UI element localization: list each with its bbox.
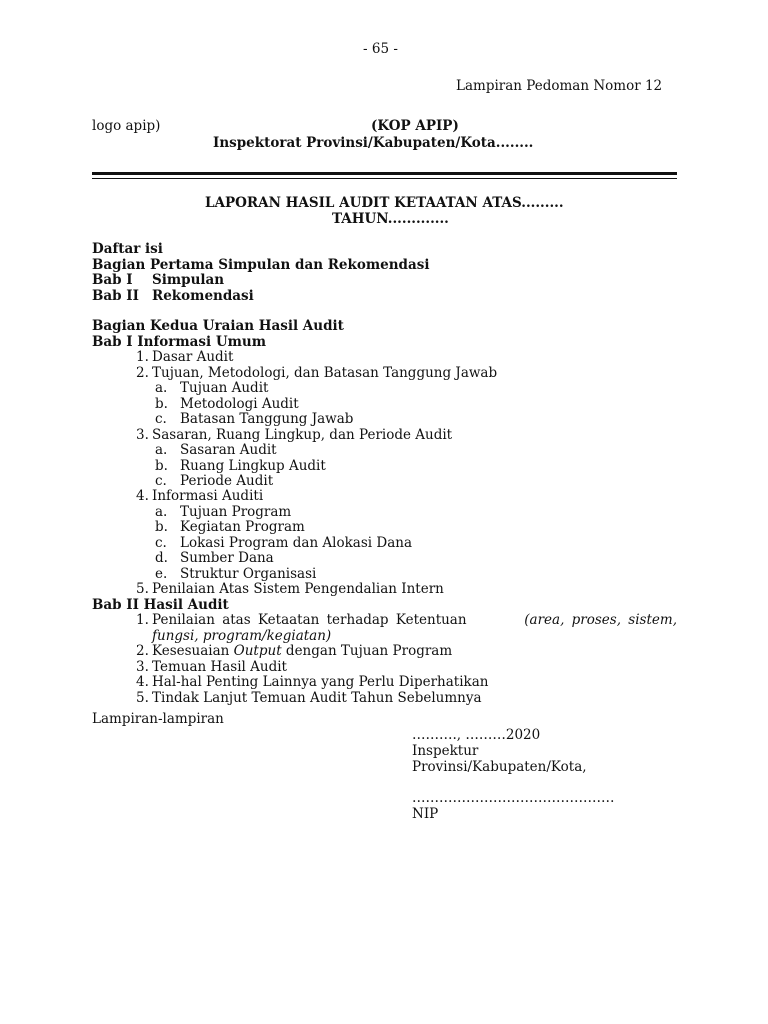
item-text: Periode Audit <box>180 473 274 489</box>
item-letter: c. <box>155 411 167 427</box>
item-text: Penilaian atas Ketaatan terhadap Ketentuan <box>152 612 467 628</box>
item-number: 1. <box>136 612 149 628</box>
part2-title: Bagian Kedua Uraian Hasil Audit <box>92 318 344 334</box>
item-letter: b. <box>155 458 168 474</box>
toc-heading: Daftar isi <box>92 241 163 257</box>
item-italic-text: Output <box>233 643 282 659</box>
item-text: Struktur Organisasi <box>180 566 317 582</box>
item-italic-text: (area, proses, sistem, <box>524 612 677 628</box>
item-text: Metodologi Audit <box>180 396 299 412</box>
item-letter: b. <box>155 396 168 412</box>
item-letter: a. <box>155 442 168 458</box>
item-number: 4. <box>136 488 149 504</box>
item-text: Ruang Lingkup Audit <box>180 458 326 474</box>
item-italic-continuation: fungsi, program/kegiatan) <box>152 628 332 644</box>
logo-placeholder: logo apip) <box>92 118 161 134</box>
item-number: 2. <box>136 643 149 659</box>
item-text: Informasi Auditi <box>152 488 264 504</box>
item-number: 3. <box>136 659 149 675</box>
item-text: Temuan Hasil Audit <box>152 659 287 675</box>
item-text: Kesesuaian <box>152 643 230 659</box>
bab2-title: Bab II Hasil Audit <box>92 597 229 613</box>
item-text: Tujuan Audit <box>180 380 269 396</box>
item-text: Tujuan, Metodologi, dan Batasan Tanggung Jawab <box>152 365 498 381</box>
signature-office: Provinsi/Kabupaten/Kota, <box>412 759 587 775</box>
item-text: Tindak Lanjut Temuan Audit Tahun Sebelumnya <box>152 690 482 706</box>
item-text: dengan Tujuan Program <box>285 643 453 659</box>
item-number: 2. <box>136 365 149 381</box>
office-name: Inspektorat Provinsi/Kabupaten/Kota........ <box>213 135 534 151</box>
item-justified-line <box>152 612 677 628</box>
item-text-line <box>152 643 452 659</box>
part1-chapter-num: Bab I <box>92 272 133 288</box>
letterhead-rule-thick <box>92 172 677 175</box>
item-text: Penilaian Atas Sistem Pengendalian Intern <box>152 581 444 597</box>
item-letter: e. <box>155 566 168 582</box>
appendix-reference: Lampiran Pedoman Nomor 12 <box>456 78 663 94</box>
kop-label: (KOP APIP) <box>371 118 459 134</box>
item-number: 1. <box>136 349 149 365</box>
item-text: Sasaran, Ruang Lingkup, dan Periode Audit <box>152 427 453 443</box>
item-text: Tujuan Program <box>180 504 292 520</box>
part1-chapter-num: Bab II <box>92 288 139 304</box>
item-letter: a. <box>155 504 168 520</box>
item-number: 3. <box>136 427 149 443</box>
attachments-label: Lampiran-lampiran <box>92 711 224 727</box>
item-letter: b. <box>155 519 168 535</box>
signature-title: Inspektur <box>412 743 479 759</box>
part1-title: Bagian Pertama Simpulan dan Rekomendasi <box>92 257 430 273</box>
item-text: Sasaran Audit <box>180 442 277 458</box>
part1-chapter-title: Simpulan <box>152 272 225 288</box>
item-text: Lokasi Program dan Alokasi Dana <box>180 535 413 551</box>
item-text: Dasar Audit <box>152 349 234 365</box>
signature-place-date: ………., ………2020 <box>412 727 541 743</box>
letterhead-rule-thin <box>92 178 677 179</box>
report-title-line2: TAHUN............. <box>332 211 449 227</box>
item-letter: c. <box>155 473 167 489</box>
item-text: Hal-hal Penting Lainnya yang Perlu Diperhatikan <box>152 674 489 690</box>
item-text: Kegiatan Program <box>180 519 305 535</box>
item-letter: c. <box>155 535 167 551</box>
item-number: 4. <box>136 674 149 690</box>
part1-chapter-title: Rekomendasi <box>152 288 254 304</box>
page-number: - 65 - <box>363 41 398 57</box>
item-text: Batasan Tanggung Jawab <box>180 411 354 427</box>
item-text: Sumber Dana <box>180 550 274 566</box>
signature-nip: NIP <box>412 806 439 822</box>
item-letter: a. <box>155 380 168 396</box>
item-letter: d. <box>155 550 168 566</box>
bab1-title: Bab I Informasi Umum <box>92 334 266 350</box>
signature-name-line: ……………………………………… <box>412 790 615 806</box>
item-number: 5. <box>136 581 149 597</box>
report-title-line1: LAPORAN HASIL AUDIT KETAATAN ATAS......... <box>205 195 564 211</box>
item-number: 5. <box>136 690 149 706</box>
